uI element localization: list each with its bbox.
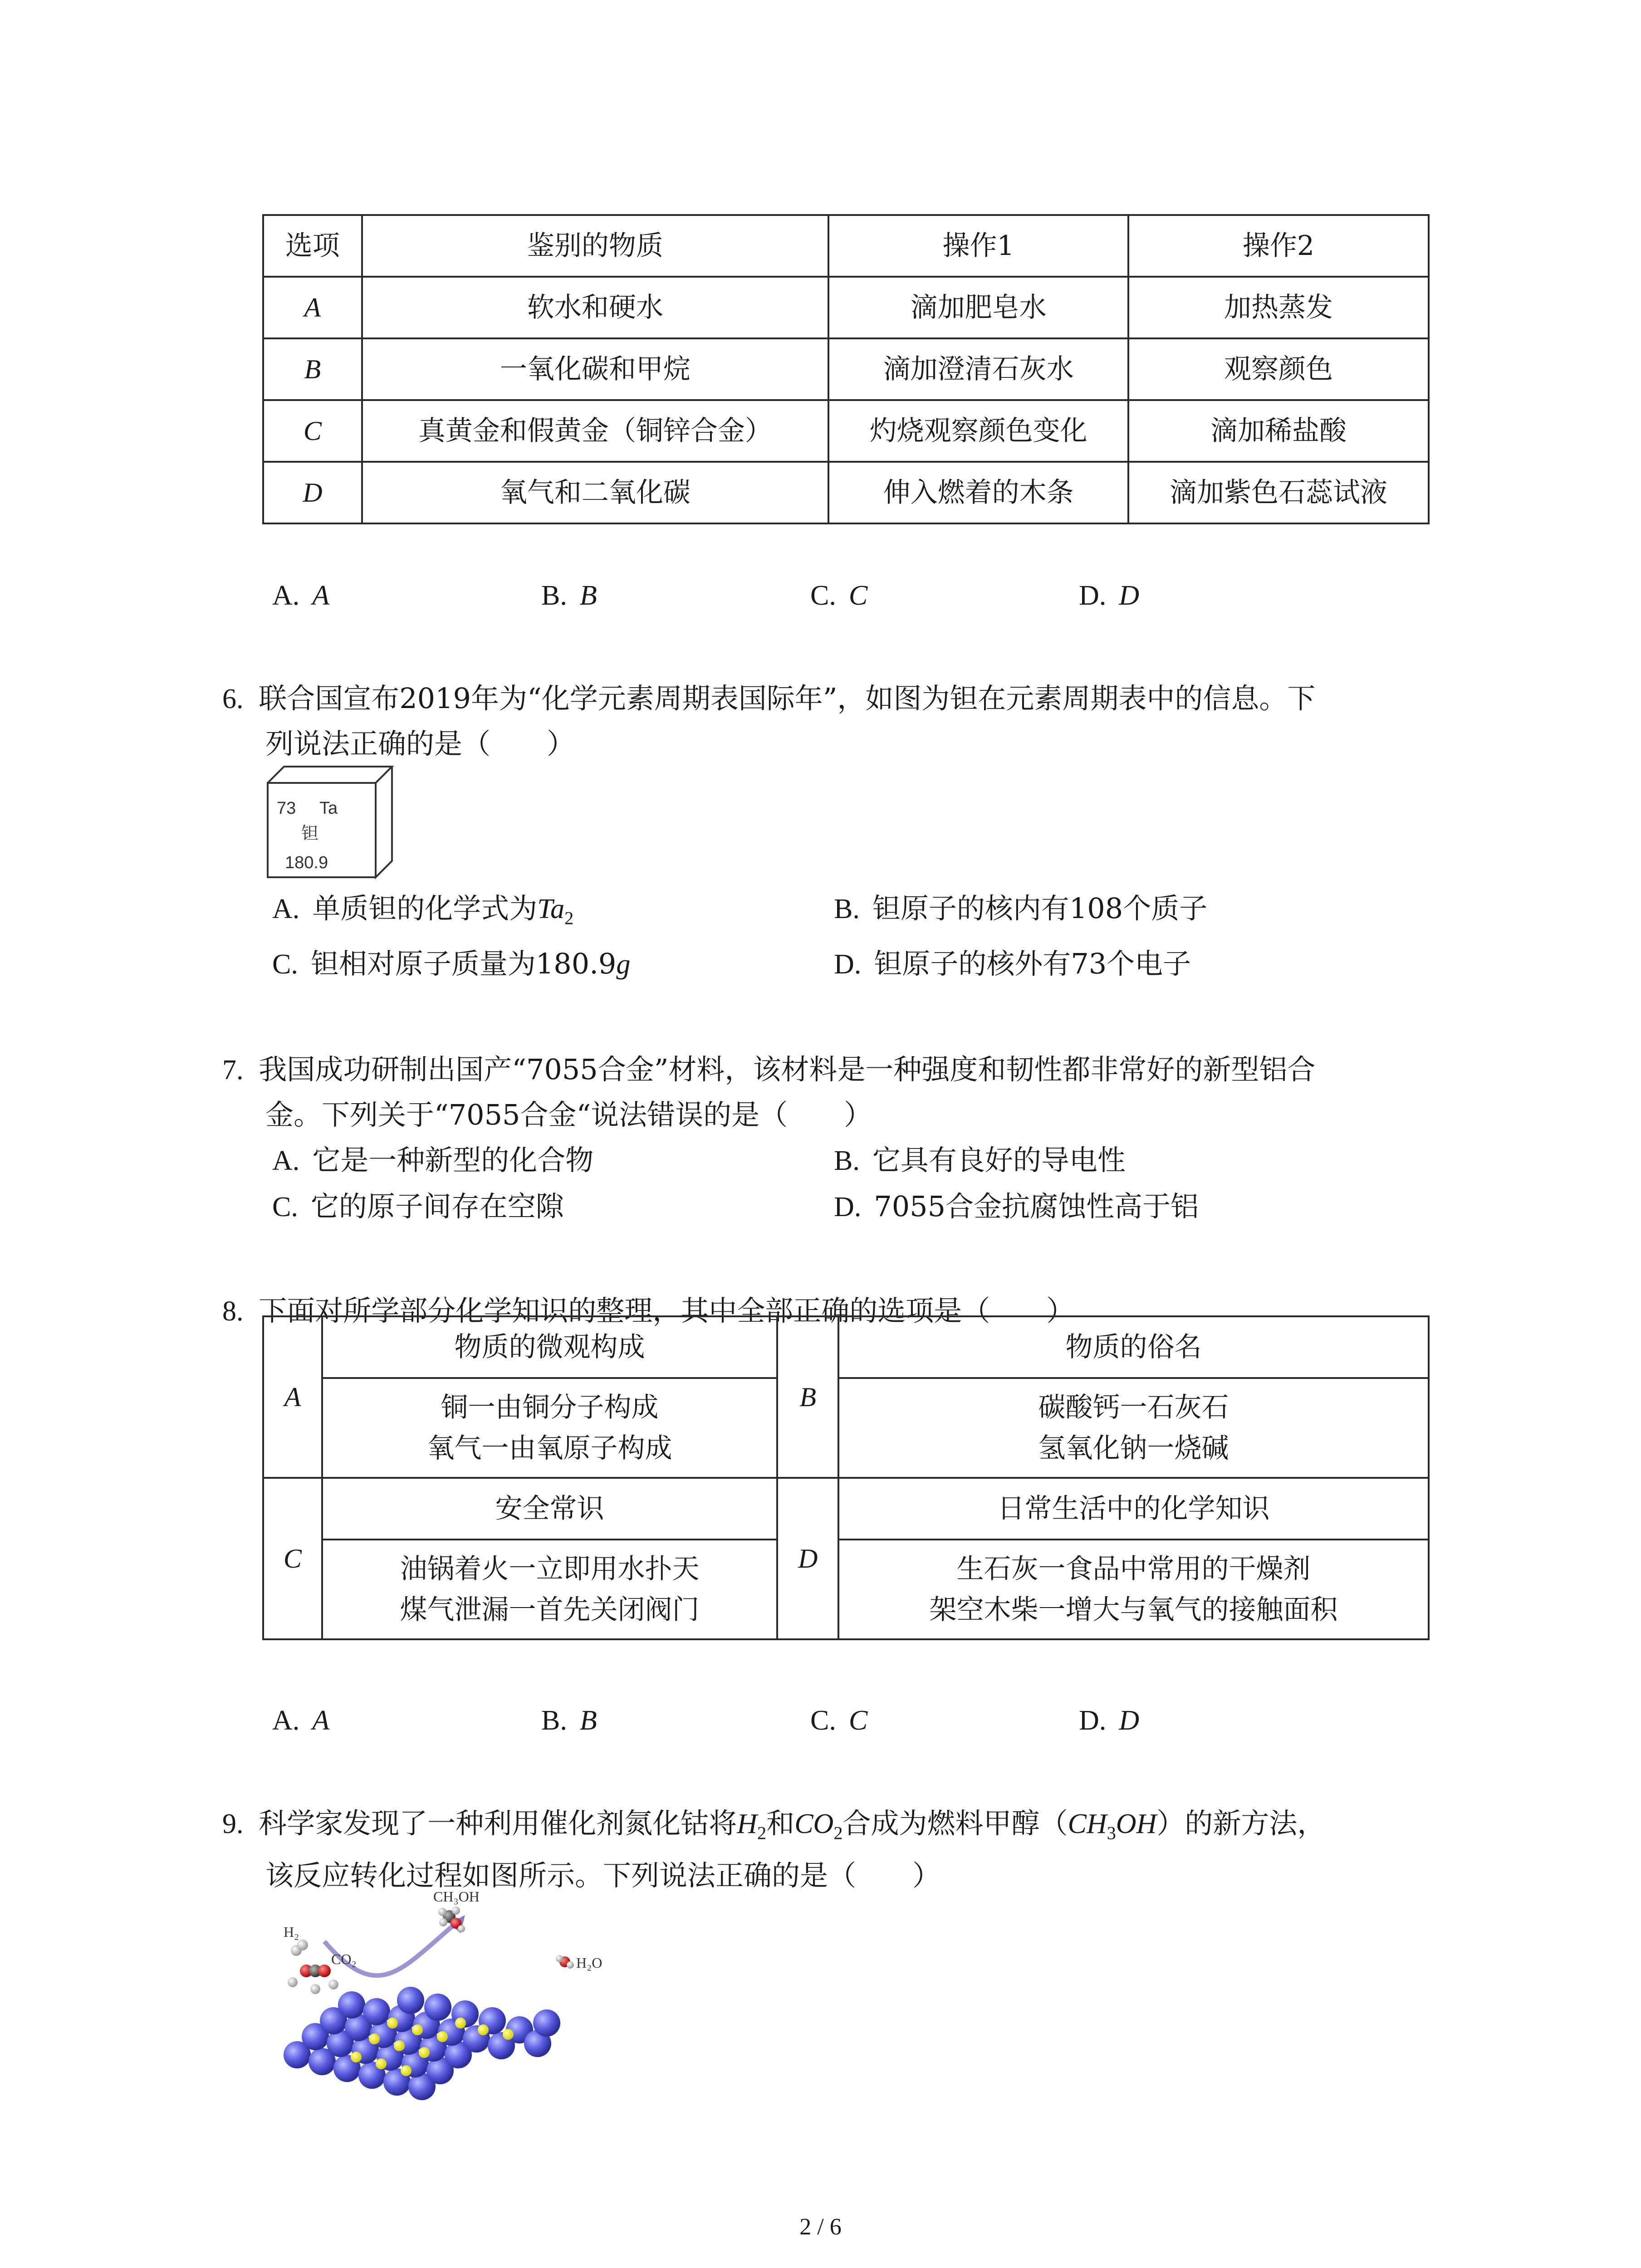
table-cell-label-b: B (777, 1316, 838, 1478)
option-text: 它具有良好的导电性 (872, 1144, 1126, 1177)
table-cell: 灼烧观察颜色变化 (828, 400, 1128, 462)
option-text: 7055合金抗腐蚀性高于铝 (874, 1190, 1199, 1223)
question-text: 下面对所学部分化学知识的整理，其中全部正确的选项是（ ） (259, 1294, 1075, 1327)
option-text: 它是一种新型的化合物 (312, 1144, 594, 1177)
h2o-molecule (556, 1955, 574, 1969)
option-text: 钽原子的核内有108个质子 (872, 892, 1208, 925)
table-header-cell: 鉴别的物质 (362, 215, 828, 277)
table-header-row (263, 215, 1429, 277)
option-label: C. (272, 949, 298, 980)
option-label: B. (834, 894, 860, 924)
option-label: D. (1079, 1705, 1107, 1736)
table-cell: B (263, 338, 362, 400)
q5-table (262, 214, 1430, 524)
q7-option-d[interactable] (834, 1184, 1199, 1224)
cobalt-nitride-lattice (284, 1987, 560, 2100)
tantalum-element-card (267, 766, 394, 879)
table-cell: D (263, 462, 362, 523)
q8-table (262, 1315, 1430, 1640)
q5-option-a[interactable] (272, 578, 329, 612)
table-cell-label-c: C (263, 1478, 322, 1639)
q5-option-b[interactable] (541, 578, 597, 612)
table-cell-line: 生石灰一食品中常用的干燥剂 (956, 1553, 1311, 1585)
table-cell-line: 煤气泄漏一首先关闭阀门 (400, 1594, 700, 1626)
table-header-cell: 选项 (263, 215, 362, 277)
option-text: C (848, 580, 868, 611)
co2-label: CO₂ (331, 1951, 357, 1967)
q9-stem-line1 (222, 1801, 1325, 1843)
table-cell-line: 氧气一由氧原子构成 (427, 1432, 672, 1464)
q8-option-a[interactable] (272, 1703, 329, 1737)
q8-option-d[interactable] (1079, 1703, 1139, 1737)
page-number: 2 / 6 (799, 2214, 842, 2240)
table-cell: 氧气和二氧化碳 (362, 462, 828, 523)
q7-stem-line2: 金。下列关于“7055合金“说法错误的是（ ） (265, 1098, 872, 1131)
table-cell-line: 铜一由铜分子构成 (441, 1392, 659, 1423)
table-cell-line: 架空木柴一增大与氧气的接触面积 (929, 1594, 1338, 1626)
table-cell: 滴加稀盐酸 (1128, 400, 1429, 462)
table-header-cell: 操作2 (1128, 215, 1429, 277)
table-row (263, 338, 1429, 400)
table-cell (838, 1378, 1429, 1478)
question-text: 联合国宣布2019年为“化学元素周期表国际年”，如图为钽在元素周期表中的信息。下 (259, 682, 1316, 715)
option-label: B. (541, 580, 567, 611)
table-row (263, 277, 1429, 338)
question-text: 科学家发现了一种利用催化剂氮化钴将 (259, 1807, 737, 1840)
question-number: 7. (222, 1055, 244, 1085)
option-text: B (579, 580, 597, 611)
q7-option-b[interactable] (834, 1138, 1126, 1178)
table-cell-title: 物质的微观构成 (322, 1316, 777, 1378)
option-label: B. (541, 1705, 567, 1736)
option-label: C. (810, 580, 836, 611)
reaction-arrow (324, 1923, 456, 1975)
co2-molecule (300, 1965, 331, 1977)
question-number: 6. (222, 684, 244, 714)
q6-stem-line2: 列说法正确的是（ ） (265, 727, 575, 760)
table-cell (838, 1540, 1429, 1639)
table-cell-title: 安全常识 (322, 1478, 777, 1540)
formula-ch3oh: OH (1116, 1809, 1157, 1839)
option-label: A. (272, 580, 300, 611)
table-row (263, 462, 1429, 523)
unit: g (616, 949, 631, 980)
table-cell: 滴加紫色石蕊试液 (1128, 462, 1429, 523)
h2-molecule (291, 1940, 308, 1956)
option-text: 钽原子的核外有73个电子 (874, 947, 1191, 980)
table-cell-title: 日常生活中的化学知识 (838, 1478, 1429, 1540)
table-header-cell: 操作1 (828, 215, 1128, 277)
ch3oh-label: CH₃OH (433, 1888, 480, 1905)
table-cell-line: 碳酸钙一石灰石 (1038, 1392, 1229, 1423)
option-label: D. (1079, 580, 1107, 611)
h-atoms (288, 1977, 338, 1994)
table-cell: 伸入燃着的木条 (828, 462, 1128, 523)
table-cell-title: 物质的俗名 (838, 1316, 1429, 1378)
question-number: 9. (222, 1809, 244, 1839)
q8-option-c[interactable] (810, 1703, 867, 1737)
q5-option-c[interactable] (810, 578, 867, 612)
question-text: ）的新方法， (1156, 1807, 1326, 1840)
table-cell: C (263, 400, 362, 462)
question-number: 8. (222, 1296, 244, 1327)
option-text: A (312, 580, 330, 611)
q7-option-c[interactable] (272, 1184, 564, 1224)
atomic-mass: 180.9 (285, 853, 328, 872)
option-text: D (1119, 1705, 1140, 1736)
table-cell (322, 1540, 777, 1639)
q6-option-a[interactable] (272, 886, 573, 929)
table-cell: 观察颜色 (1128, 338, 1429, 400)
option-text: 钽相对原子质量为180.9 (310, 947, 617, 980)
formula-co2: CO (794, 1809, 834, 1839)
table-cell: 一氧化碳和甲烷 (362, 338, 828, 400)
option-text: 单质钽的化学式为 (312, 892, 538, 925)
formula-ch3oh: CH (1068, 1809, 1107, 1839)
formula-subscript: 2 (757, 1823, 767, 1843)
atomic-number: 73 (277, 799, 296, 818)
table-row (263, 400, 1429, 462)
q6-option-c[interactable] (272, 941, 630, 982)
q8-option-b[interactable] (541, 1703, 597, 1737)
option-label: C. (272, 1192, 298, 1222)
q6-stem-line1 (222, 676, 1315, 716)
catalyst-reaction-figure (265, 1887, 628, 2114)
question-text: 我国成功研制出国产“7055合金”材料，该材料是一种强度和韧性都非常好的新型铝合 (259, 1053, 1316, 1086)
option-label: D. (834, 949, 862, 980)
q7-stem-line1 (222, 1047, 1315, 1087)
option-label: C. (810, 1705, 836, 1736)
q6-option-d[interactable] (834, 941, 1191, 982)
option-label: D. (834, 1192, 862, 1222)
option-label: A. (272, 1705, 300, 1736)
h2-label: H₂ (284, 1924, 299, 1940)
formula-subscript: 2 (833, 1823, 843, 1843)
q7-option-a[interactable] (272, 1138, 593, 1178)
q6-option-b[interactable] (834, 886, 1207, 926)
option-text: D (1119, 580, 1140, 611)
formula: Ta (537, 894, 565, 924)
table-cell-label-d: D (777, 1478, 838, 1639)
element-name: 钽 (301, 823, 319, 843)
option-text: B (579, 1705, 597, 1736)
table-cell (322, 1378, 777, 1478)
table-cell-label-a: A (263, 1316, 322, 1478)
table-cell-line: 氢氧化钠一烧碱 (1038, 1432, 1229, 1464)
table-cell: A (263, 277, 362, 338)
question-text: 合成为燃料甲醇（ (843, 1807, 1068, 1840)
table-cell: 滴加澄清石灰水 (828, 338, 1128, 400)
option-text: C (848, 1705, 868, 1736)
h2o-label: H₂O (576, 1955, 603, 1971)
option-text: A (312, 1705, 330, 1736)
formula-subscript: 3 (1107, 1823, 1116, 1843)
formula-subscript: 2 (564, 908, 574, 929)
option-label: A. (272, 1145, 300, 1176)
q5-option-d[interactable] (1079, 578, 1139, 612)
element-symbol: Ta (319, 799, 338, 818)
table-cell: 软水和硬水 (362, 277, 828, 338)
table-cell: 滴加肥皂水 (828, 277, 1128, 338)
table-cell: 真黄金和假黄金（铜锌合金） (362, 400, 828, 462)
option-label: B. (834, 1145, 860, 1176)
q9-stem-line2: 该反应转化过程如图所示。下列说法正确的是（ ） (265, 1859, 941, 1892)
question-text: 和 (766, 1807, 795, 1840)
table-cell-line: 油锅着火一立即用水扑天 (400, 1553, 700, 1585)
option-label: A. (272, 894, 300, 924)
formula-h2: H (737, 1809, 758, 1839)
option-text: 它的原子间存在空隙 (310, 1190, 564, 1223)
table-cell: 加热蒸发 (1128, 277, 1429, 338)
